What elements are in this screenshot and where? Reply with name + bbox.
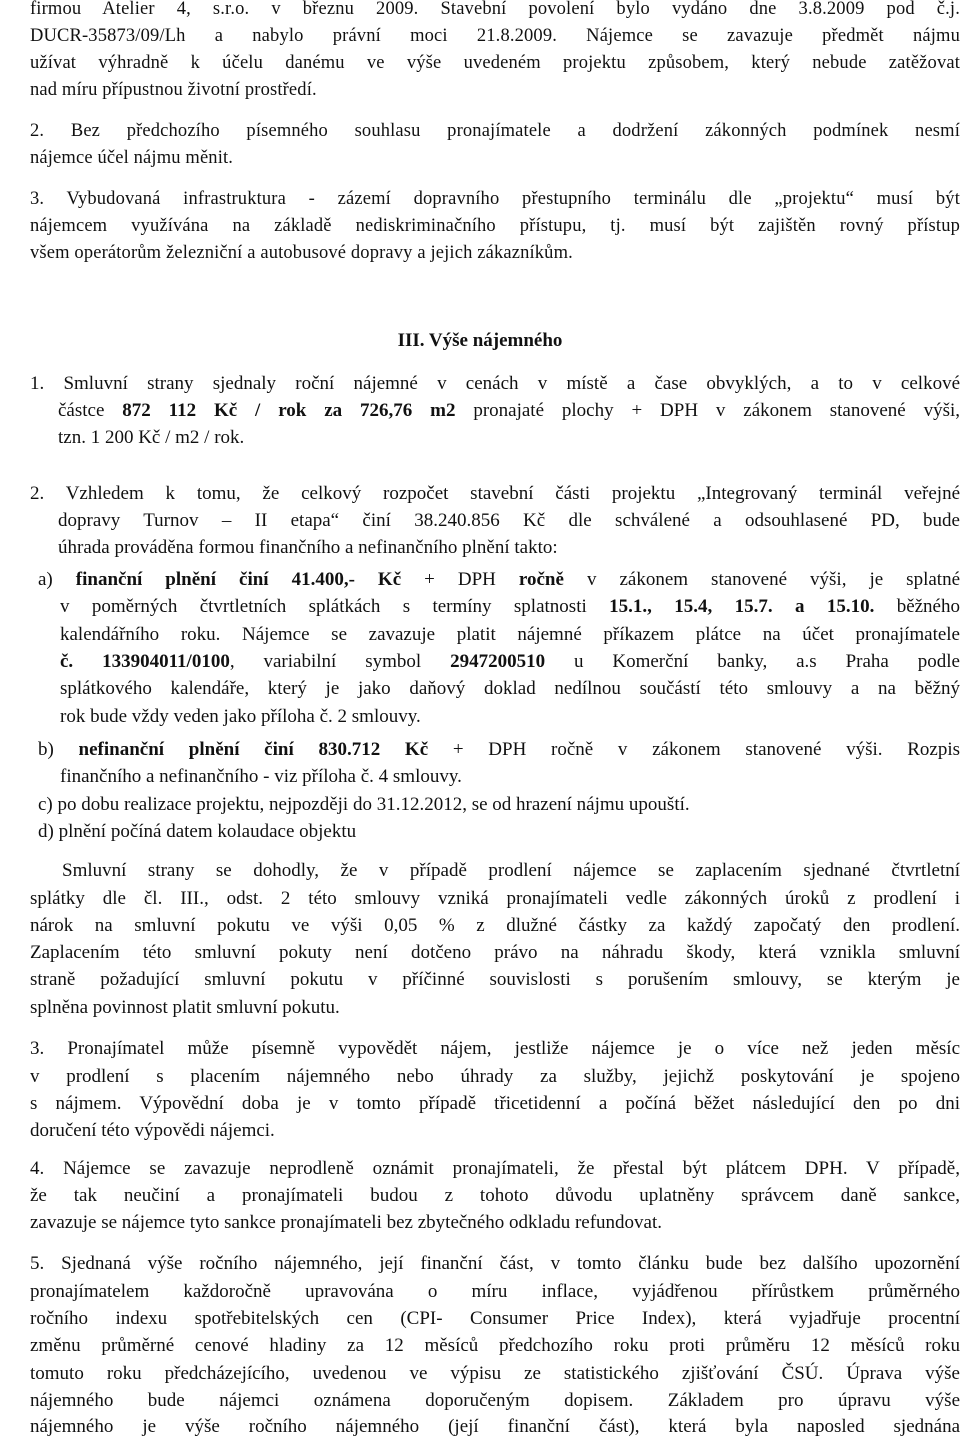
text-line: 4. Nájemce se zavazuje neprodleně oznámit pronajímateli, že přestal být plátcem DPH. V případě, xyxy=(30,1158,960,1179)
section-heading: III. Výše nájemného xyxy=(397,330,563,351)
text-line: všem operátorům železniční a autobusové dopravy a jejich zákazníkům. xyxy=(30,243,573,263)
text-line: s nájmem. Výpovědní doba je v tomto případě třicetidenní a počíná běžet následující den po dni xyxy=(30,1093,960,1114)
text-line: tzn. 1 200 Kč / m2 / rok. xyxy=(58,427,245,448)
text-line: splátky dle čl. III., odst. 2 této smlouvy vzniká pronajímateli vedle zákonných úroků z prodlení i xyxy=(30,888,960,909)
text-line: firmou Atelier 4, s.r.o. v březnu 2009. Stavební povolení bylo vydáno dne 3.8.2009 pod č.j. xyxy=(30,0,960,19)
text-line: splátkového kalendáře, který je jako daňový doklad nedílnou součástí této smlouvy a na běžný xyxy=(60,678,960,699)
text-line: nájemce účel nájmu měnit. xyxy=(30,148,234,168)
text-line: 3. Pronajímatel může písemně vypovědět nájem, jestliže nájemce je o více než jeden měsíc xyxy=(30,1038,960,1059)
text-line: tomuto roku předcházejícího, uvedenou ve výpisu ze statistického zjišťování ČSÚ. Úprava výše xyxy=(30,1363,960,1384)
text-line: změnu průměrné cenové hladiny za 12 měsíců předchozího roku proti průměru 12 měsíců roku xyxy=(30,1335,960,1356)
text-line: pronajímatelem každoročně upravována o míru inflace, vyjádřenou přírůstkem průměrného xyxy=(30,1281,960,1302)
text-line: v prodlení s placením nájemného nebo úhrady za služby, jejichž poskytování je spojeno xyxy=(30,1066,960,1087)
text-line: nad míru přípustnou životní prostředí. xyxy=(30,80,317,100)
text-line: v poměrných čtvrtletních splátkách s termíny splatnosti 15.1., 15.4, 15.7. a 15.10. běžného xyxy=(60,596,960,617)
text-line: rok bude vždy veden jako příloha č. 2 smlouvy. xyxy=(60,706,421,727)
text-line: nájemného je výše ročního nájemného (její finanční část), která byla naposled sjednána xyxy=(30,1416,960,1437)
text-line: DUCR-35873/09/Lh a nabylo právní moci 21.8.2009. Nájemce se zavazuje předmět nájmu xyxy=(30,26,960,46)
text-line: finančního a nefinančního - viz příloha č. 4 smlouvy. xyxy=(60,766,462,787)
text-line: č. 133904011/0100, variabilní symbol 2947200510 u Komerční banky, a.s Praha podle xyxy=(60,651,960,672)
text-line: dopravy Turnov – II etapa“ činí 38.240.856 Kč dle schválené a odsouhlasené PD, bude xyxy=(58,510,960,531)
text-line: zavazuje se nájemce tyto sankce pronajímateli bez zbytečného odkladu refundovat. xyxy=(30,1212,663,1233)
text-line: b) nefinanční plnění činí 830.712 Kč + DPH ročně v zákonem stanovené výši. Rozpis xyxy=(38,739,960,760)
text-line: Zaplacením této smluvní pokuty není dotčeno právo na náhradu škody, která vznikla smluvní xyxy=(30,942,960,963)
text-line: Smluvní strany se dohodly, že v případě prodlení nájemce se zaplacením sjednané čtvrtletní xyxy=(62,860,960,881)
text-line: straně požadující smluvní pokutu v příčinné souvislosti s porušením smlouvy, se kterým je xyxy=(30,969,960,990)
text-line: nárok na smluvní pokutu ve výši 0,05 % z dlužné částky za každý započatý den prodlení. xyxy=(30,915,960,936)
text-line: 5. Sjednaná výše ročního nájemného, její finanční část, v tomto článku bude bez dalšího upozornění xyxy=(30,1253,960,1274)
text-line: úhrada prováděna formou finančního a nefinančního plnění takto: xyxy=(58,537,558,558)
text-line: užívat výhradně k účelu danému ve výše uvedeném projektu způsobem, který nebude zatěžovat xyxy=(30,53,960,73)
text-line: nájemného bude nájemci oznámena doporučeným dopisem. Základem pro úpravu výše xyxy=(30,1390,960,1411)
text-line: 3. Vybudovaná infrastruktura - zázemí dopravního přestupního terminálu dle „projektu“ musí být xyxy=(30,189,960,209)
text-line: kalendářního roku. Nájemce se zavazuje platit nájemné příkazem plátce na účet pronajímatele xyxy=(60,624,960,645)
text-line: d) plnění počíná datem kolaudace objektu xyxy=(38,821,357,842)
text-line: a) finanční plnění činí 41.400,- Kč + DPH ročně v zákonem stanovené výši, je splatné xyxy=(38,569,960,590)
text-line: 2. Vzhledem k tomu, že celkový rozpočet stavební části projektu „Integrovaný terminál veřejné xyxy=(30,483,960,504)
text-line: částce 872 112 Kč / rok za 726,76 m2 pronajaté plochy + DPH v zákonem stanovené výši, xyxy=(58,400,960,421)
text-line: doručení této výpovědi nájemci. xyxy=(30,1120,275,1141)
text-line: splněna povinnost platit smluvní pokutu. xyxy=(30,997,340,1018)
text-line: ročního indexu spotřebitelských cen (CPI- Consumer Price Index), která vyjadřuje procentní xyxy=(30,1308,960,1329)
text-line: 1. Smluvní strany sjednaly roční nájemné v cenách v místě a čase obvyklých, a to v celkové xyxy=(30,373,960,394)
text-line: c) po dobu realizace projektu, nejpozději do 31.12.2012, se od hrazení nájmu upouští. xyxy=(38,794,690,815)
text-line: nájemcem využívána na základě nediskriminačního přístupu, tj. musí být zajištěn rovný přístup xyxy=(30,216,960,236)
text-line: 2. Bez předchozího písemného souhlasu pronajímatele a dodržení zákonných podmínek nesmí xyxy=(30,121,960,141)
text-line: že tak neučiní a pronajímateli budou z tohoto důvodu uplatněny správcem daně sankce, xyxy=(30,1185,960,1206)
